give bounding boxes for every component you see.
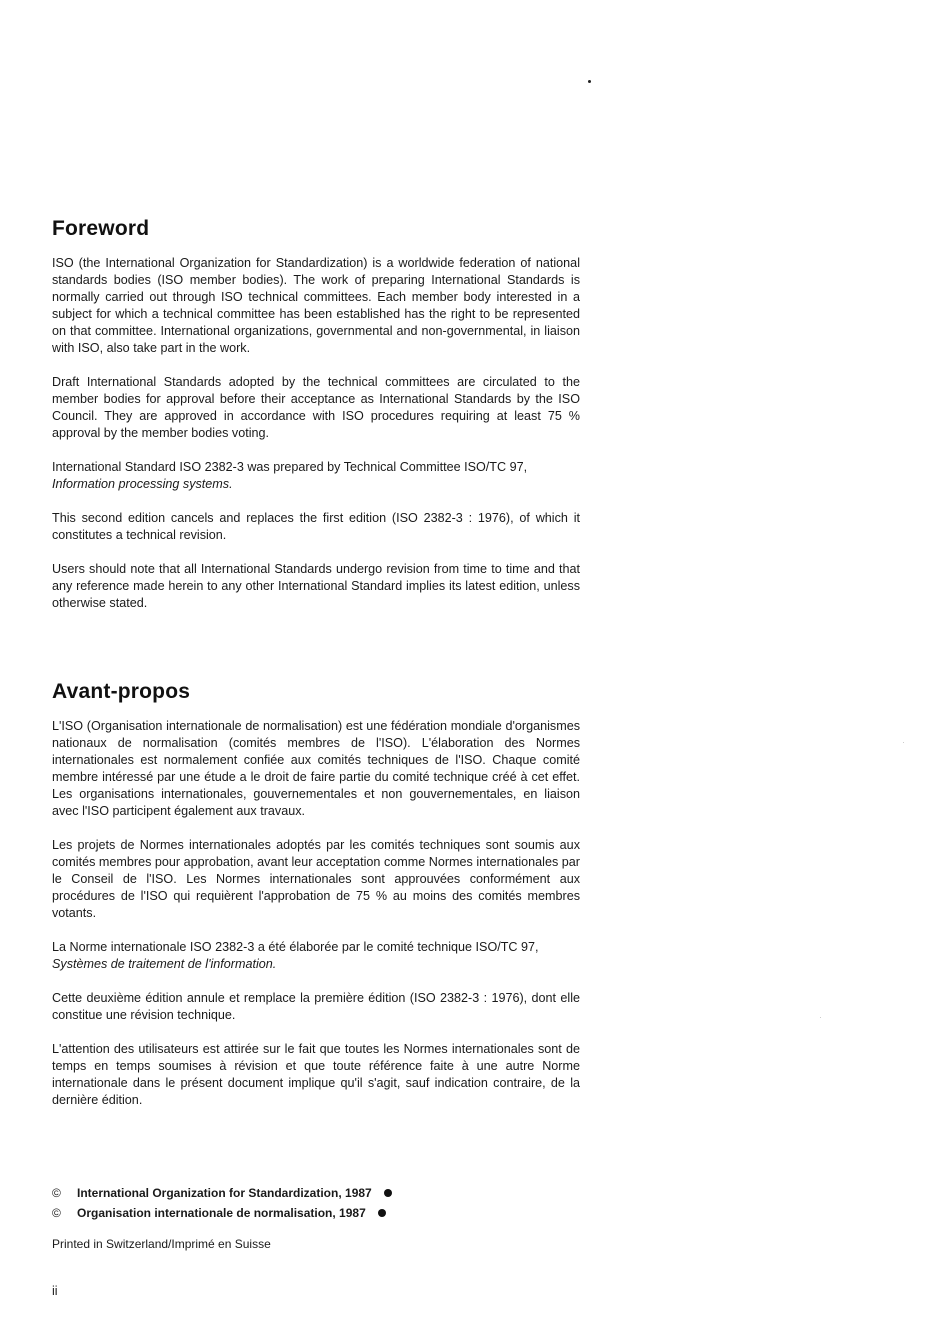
foreword-paragraph-5: Users should note that all International Standards undergo revision from time to time and that any reference made herein to any other International Standard implies its latest edition, unless otherwise stated. xyxy=(52,562,580,610)
avant-propos-prepared-by: La Norme internationale ISO 2382-3 a été élaborée par le comité technique ISO/TC 97, xyxy=(52,940,539,954)
print-speck xyxy=(903,742,904,743)
copyright-line-french xyxy=(52,1203,386,1223)
avant-propos-title: Avant-propos xyxy=(52,680,191,703)
avant-propos-paragraph-2: Les projets de Normes internationales adoptés par les comités techniques sont soumis aux comités membres pour approbation, avant leur acceptation comme Normes internationales par le Conseil de l'ISO. Les Normes internationales sont approuvées conformément aux procédures de l'ISO qui requièrent l'approbation de 75 % au moins des comités membres votants. xyxy=(52,838,580,920)
page-number: ii xyxy=(52,1284,58,1298)
avant-propos-paragraph-4: Cette deuxième édition annule et remplace la première édition (ISO 2382-3 : 1976), dont elle constitue une révision technique. xyxy=(52,991,580,1022)
avant-propos-committee-title: Systèmes de traitement de l'information. xyxy=(52,957,277,971)
copyright-line-english xyxy=(52,1183,392,1203)
print-speck xyxy=(588,80,591,83)
foreword-committee-title: Information processing systems. xyxy=(52,477,233,491)
avant-propos-paragraph-3 xyxy=(52,939,580,973)
avant-propos-paragraph-5: L'attention des utilisateurs est attirée sur le fait que toutes les Normes internationales sont de temps en temps soumises à révision et que toute référence faite à une autre Norme internationale dans le présent document implique qu'il s'agit, sauf indication contraire, de la dernière édition. xyxy=(52,1042,580,1107)
avant-propos-paragraph-1: L'ISO (Organisation internationale de normalisation) est une fédération mondiale d'organismes nationaux de normalisation (comités membres de l'ISO). L'élaboration des Normes internationales est normalement confiée aux comités techniques de l'ISO. Chaque comité membre intéressé par une étude a le droit de faire partie du comité technique créé à cet effet. Les organisations internationales, gouvernementales et non gouvernementales, en liaison avec l'ISO participent également aux travaux. xyxy=(52,719,580,818)
copyright-icon: © xyxy=(52,1206,61,1220)
foreword-title: Foreword xyxy=(52,217,150,240)
foreword-paragraph-2: Draft International Standards adopted by the technical committees are circulated to the member bodies for approval before their acceptance as International Standards by the ISO Council. They are approved in accordance with ISO procedures requiring at least 75 % approval by the member bodies voting. xyxy=(52,375,580,440)
foreword-paragraph-3 xyxy=(52,459,580,493)
print-speck xyxy=(820,1017,821,1018)
copyright-text-english: International Organization for Standardization, 1987 xyxy=(77,1186,372,1200)
foreword-prepared-by: International Standard ISO 2382-3 was prepared by Technical Committee ISO/TC 97, xyxy=(52,460,528,474)
foreword-section xyxy=(52,217,580,612)
copyright-text-french: Organisation internationale de normalisation, 1987 xyxy=(77,1206,366,1220)
copyright-icon: © xyxy=(52,1186,61,1200)
foreword-paragraph-1: ISO (the International Organization for Standardization) is a worldwide federation of national standards bodies (ISO member bodies). The work of preparing International Standards is normally carried out through ISO technical committees. Each member body interested in a subject for which a technical committee has been established has the right to be represented on that committee. International organizations, governmental and non-governmental, in liaison with ISO, also take part in the work. xyxy=(52,256,580,355)
bullet-dot-icon xyxy=(378,1209,386,1217)
printed-in-note: Printed in Switzerland/Imprimé en Suisse xyxy=(52,1237,271,1251)
avant-propos-section xyxy=(52,680,580,1109)
bullet-dot-icon xyxy=(384,1189,392,1197)
foreword-paragraph-4: This second edition cancels and replaces the first edition (ISO 2382-3 : 1976), of which it constitutes a technical revision. xyxy=(52,511,580,542)
